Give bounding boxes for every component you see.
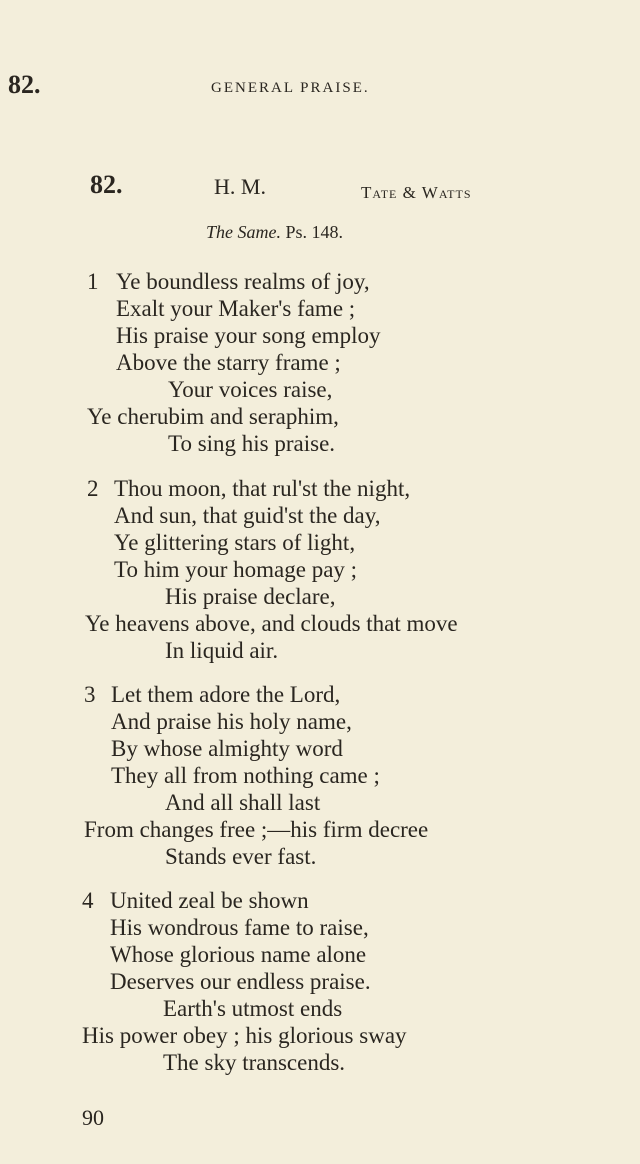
page-number-top: 82. [8, 70, 41, 99]
verse-line: United zeal be shown [110, 888, 309, 913]
verse-line: Ye heavens above, and clouds that move [85, 611, 458, 636]
verse-line: Ye glittering stars of light, [114, 530, 356, 555]
verse-line: Ye cherubim and seraphim, [87, 404, 339, 429]
hymn-meter: H. M. [214, 174, 266, 199]
verse-line: They all from nothing came ; [111, 763, 380, 788]
verse-line: And all shall last [165, 790, 321, 815]
verse-line: In liquid air. [165, 638, 279, 663]
verse-line: Deserves our endless praise. [110, 969, 371, 994]
stanza-number: 1 [87, 269, 99, 294]
verse-line: To him your homage pay ; [114, 557, 358, 582]
verse-line: Ye boundless realms of joy, [116, 269, 370, 294]
verse-line: Stands ever fast. [165, 844, 317, 869]
hymn-author: Tate & Watts [361, 183, 472, 202]
verse-line: His praise declare, [165, 584, 336, 609]
hymn-number: 82. [90, 170, 123, 199]
running-title: GENERAL PRAISE. [211, 80, 370, 96]
verse-line: Above the starry frame ; [116, 350, 341, 375]
stanza-number: 3 [84, 682, 96, 707]
verse-line: Earth's utmost ends [163, 996, 343, 1021]
page-number: 90 [82, 1105, 104, 1130]
verse-line: From changes free ;—his firm decree [84, 817, 429, 842]
verse-line: And sun, that guid'st the day, [114, 503, 381, 528]
stanza-number: 2 [87, 476, 99, 501]
stanza-number: 4 [82, 888, 94, 913]
verse-line: Your voices raise, [168, 377, 333, 402]
verse-line: His praise your song employ [116, 323, 381, 348]
verse-line: By whose almighty word [111, 736, 343, 761]
verse-line: And praise his holy name, [111, 709, 352, 734]
verse-line: To sing his praise. [168, 431, 336, 456]
verse-line: Thou moon, that rul'st the night, [114, 476, 411, 501]
hymn-source [206, 222, 343, 243]
verse-line: His power obey ; his glorious sway [82, 1023, 407, 1048]
verse-line: Let them adore the Lord, [111, 682, 341, 707]
verse-line: Exalt your Maker's fame ; [116, 296, 356, 321]
hymn-source-psalm: Ps. 148. [285, 222, 344, 242]
verse-line: Whose glorious name alone [110, 942, 367, 967]
verse-line: The sky transcends. [163, 1050, 346, 1075]
verse-line: His wondrous fame to raise, [110, 915, 369, 940]
hymn-source-title: The Same. [206, 222, 281, 242]
